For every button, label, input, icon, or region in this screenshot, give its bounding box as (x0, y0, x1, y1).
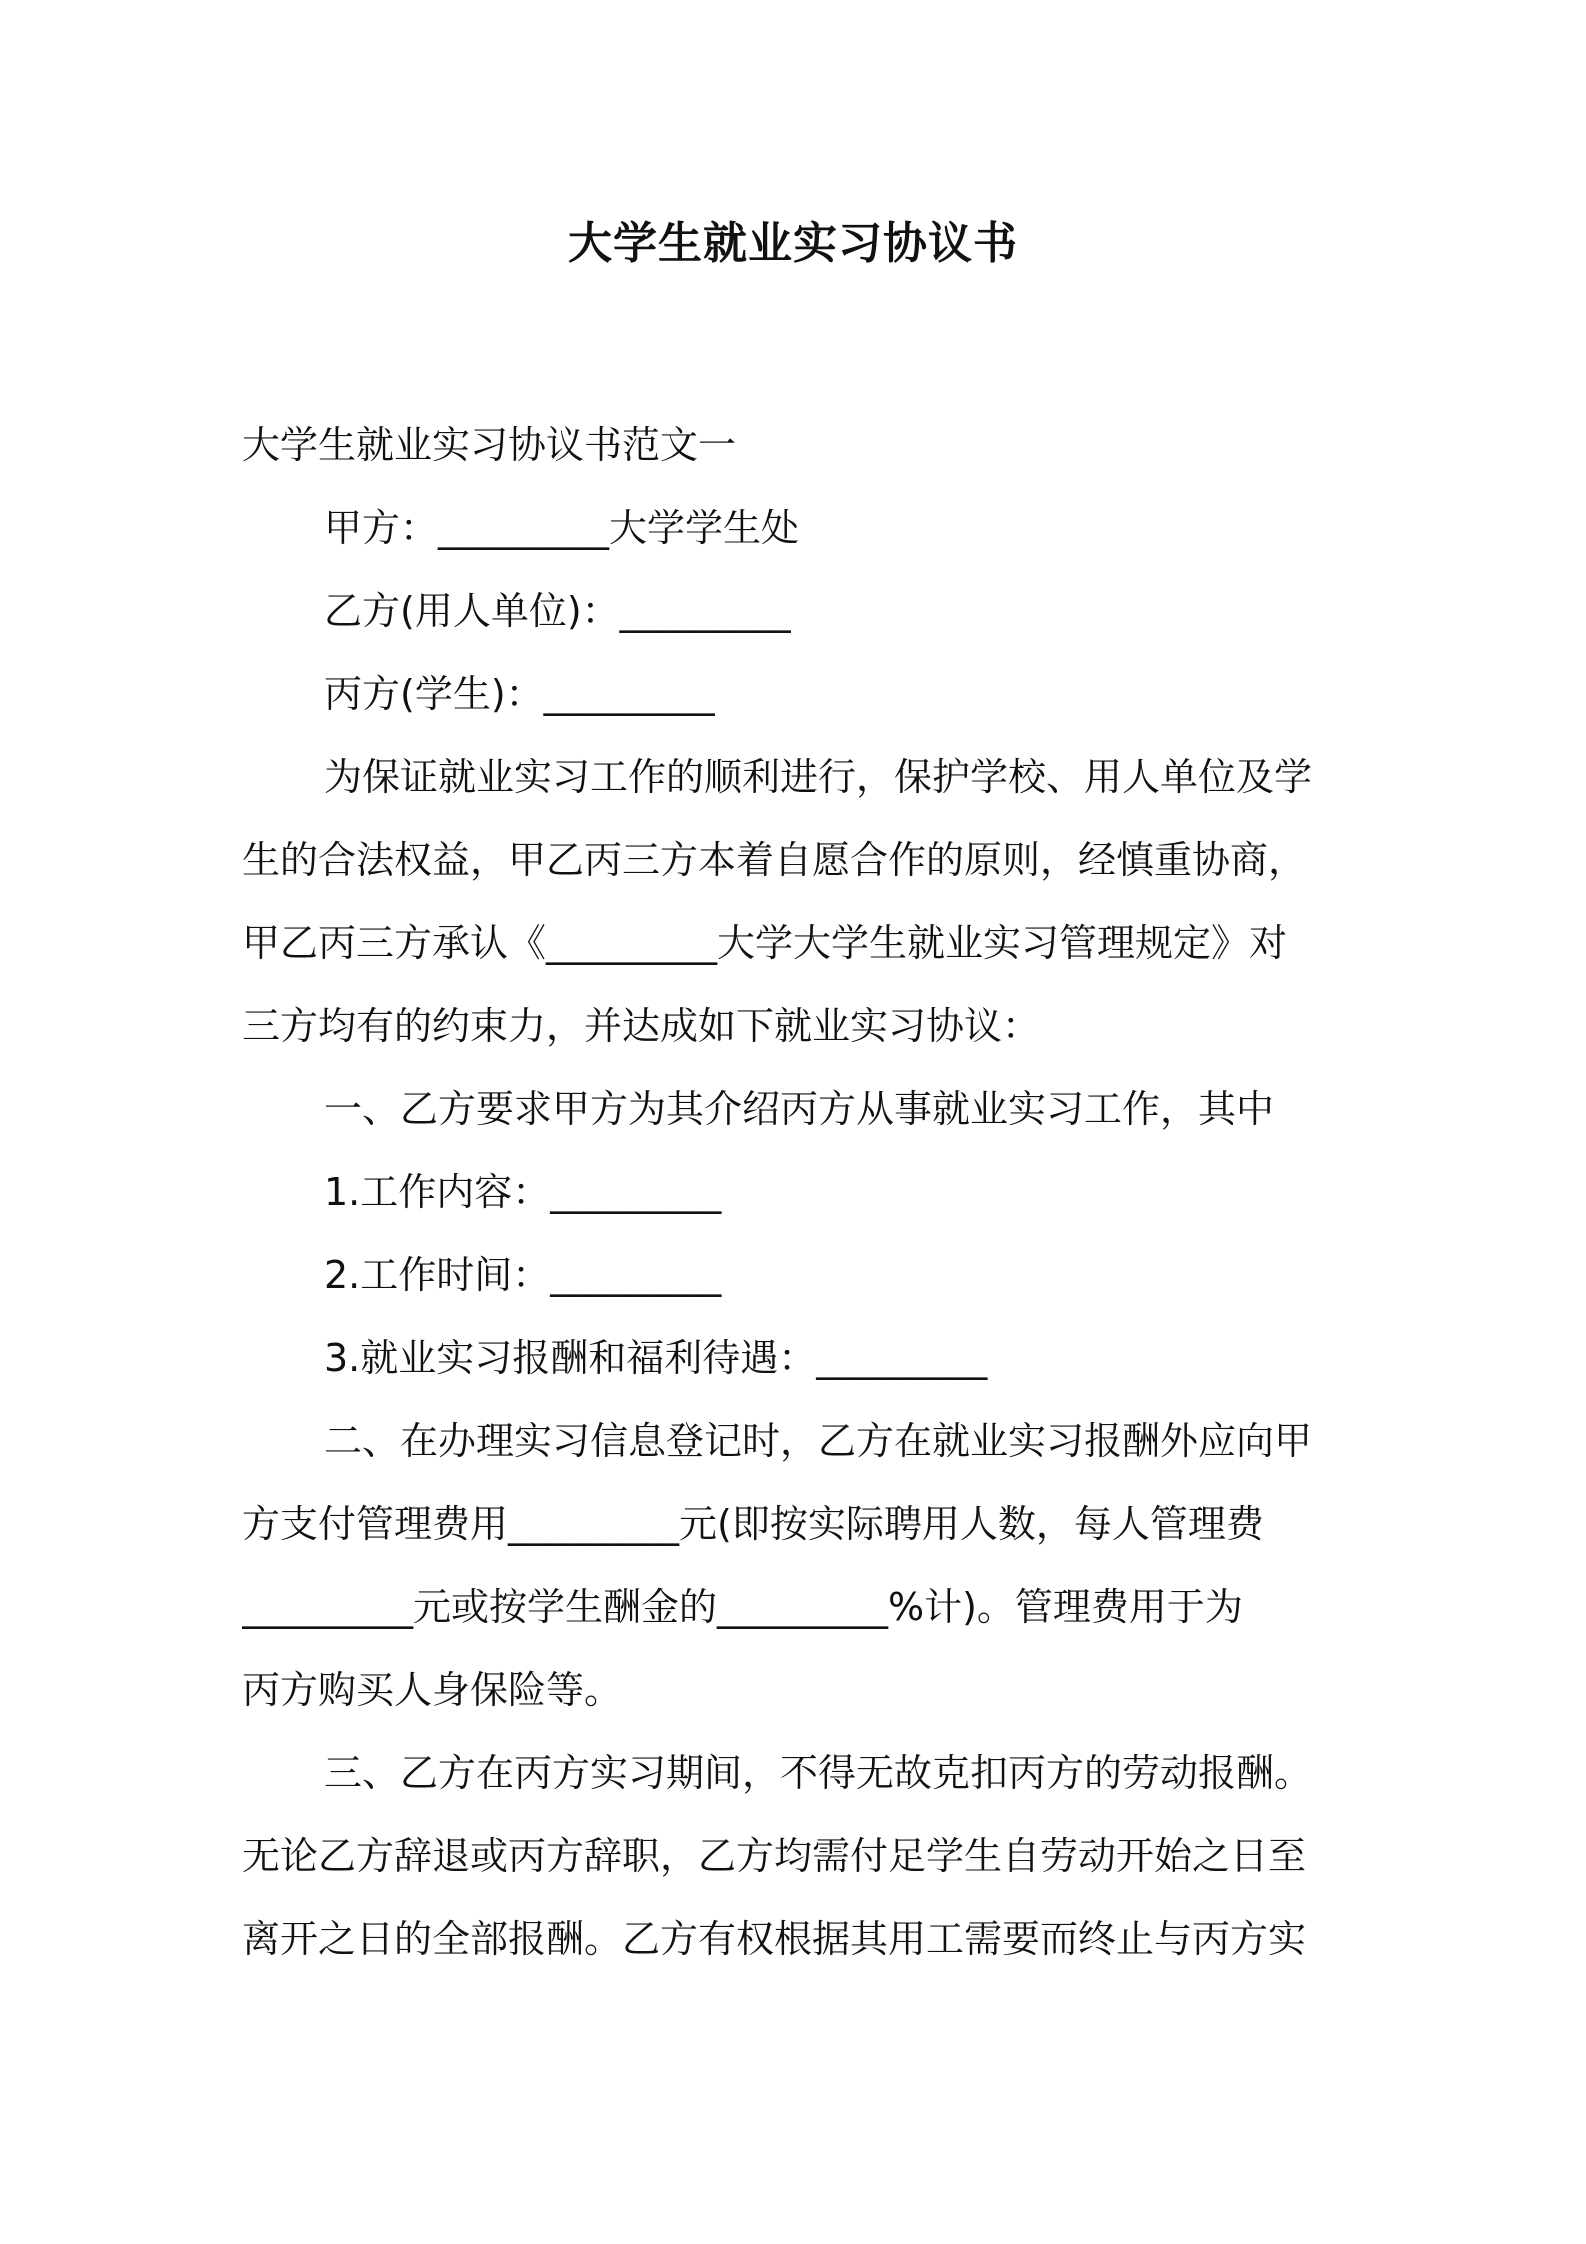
text-line: 三方均有的约束力，并达成如下就业实习协议： (242, 1004, 1041, 1048)
text-line: 方支付管理费用_________元(即按实际聘用人数，每人管理费 (242, 1502, 1264, 1546)
text-line: 乙方(用人单位)：_________ (324, 589, 791, 633)
document-title: 大学生就业实习协议书 (568, 218, 1018, 269)
text-line: 1.工作内容：_________ (324, 1170, 722, 1214)
text-line: _________元或按学生酬金的_________%计)。管理费用于为 (242, 1585, 1243, 1629)
text-line: 无论乙方辞退或丙方辞职，乙方均需付足学生自劳动开始之日至 (242, 1834, 1307, 1878)
text-line: 甲乙丙三方承认《_________大学大学生就业实习管理规定》对 (242, 921, 1288, 965)
text-line: 2.工作时间：_________ (324, 1253, 722, 1297)
text-line: 离开之日的全部报酬。乙方有权根据其用工需要而终止与丙方实 (242, 1917, 1307, 1961)
text-line: 丙方购买人身保险等。 (242, 1668, 623, 1712)
document-body (242, 404, 1354, 1981)
text-line: 一、乙方要求甲方为其介绍丙方从事就业实习工作，其中 (324, 1087, 1275, 1131)
text-line: 大学生就业实习协议书范文一 (242, 423, 737, 467)
text-line: 丙方(学生)：_________ (324, 672, 715, 716)
text-line: 三、乙方在丙方实习期间，不得无故克扣丙方的劳动报酬。 (324, 1751, 1313, 1795)
text-line: 为保证就业实习工作的顺利进行，保护学校、用人单位及学 (324, 755, 1313, 799)
text-line: 二、在办理实习信息登记时，乙方在就业实习报酬外应向甲 (324, 1419, 1313, 1463)
text-line: 3.就业实习报酬和福利待遇：_________ (324, 1336, 988, 1380)
text-line: 甲方：_________大学学生处 (324, 506, 800, 550)
text-line: 生的合法权益，甲乙丙三方本着自愿合作的原则，经慎重协商， (242, 838, 1307, 882)
